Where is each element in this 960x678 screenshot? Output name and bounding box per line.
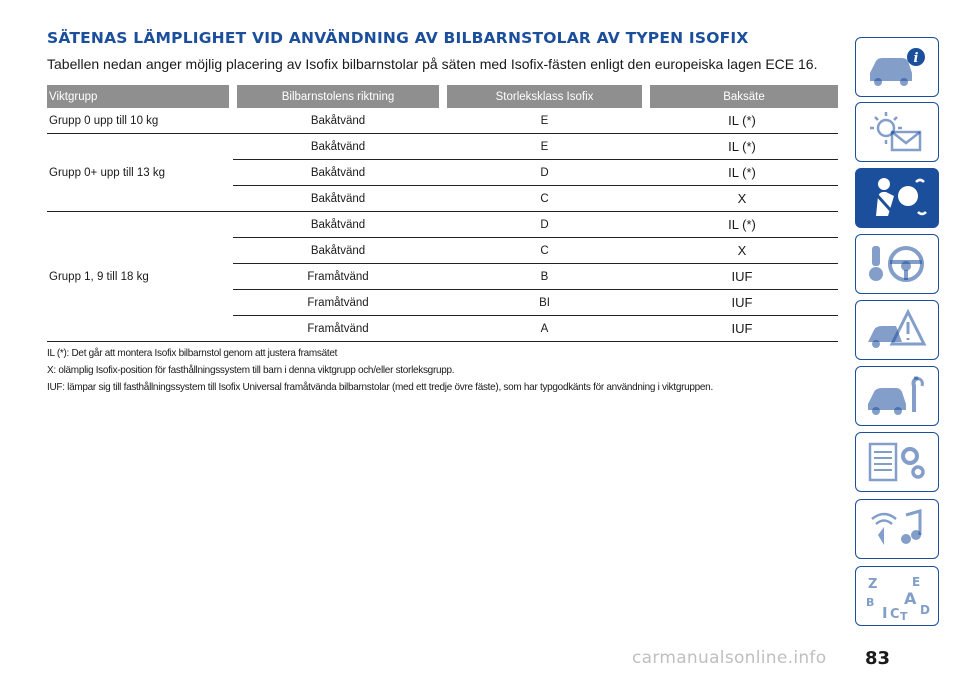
cell-baksate: X bbox=[646, 238, 838, 264]
cell-riktning: Bakåtvänd bbox=[233, 134, 443, 160]
car-info-icon bbox=[862, 43, 932, 91]
table-row bbox=[47, 134, 838, 160]
cell-baksate: X bbox=[646, 186, 838, 212]
cell-baksate: IL (*) bbox=[646, 160, 838, 186]
technical-data-icon bbox=[862, 438, 932, 486]
cell-storleksklass: A bbox=[443, 316, 646, 342]
cell-baksate: IUF bbox=[646, 290, 838, 316]
sidebar-tab-start-drive[interactable] bbox=[855, 234, 939, 294]
cell-storleksklass: C bbox=[443, 238, 646, 264]
breakdown-warning-icon bbox=[862, 306, 932, 354]
cell-storleksklass: E bbox=[443, 134, 646, 160]
cell-riktning: Bakåtvänd bbox=[233, 212, 443, 238]
cell-storleksklass: D bbox=[443, 160, 646, 186]
cell-storleksklass: BI bbox=[443, 290, 646, 316]
cell-riktning: Framåtvänd bbox=[233, 316, 443, 342]
seatbelt-airbag-icon bbox=[862, 174, 932, 222]
svg-text:Z: Z bbox=[868, 577, 878, 592]
cell-viktgrupp: Grupp 1, 9 till 18 kg bbox=[47, 212, 233, 342]
header-viktgrupp: Viktgrupp bbox=[47, 85, 233, 108]
header-riktning: Bilbarnstolens riktning bbox=[233, 85, 443, 108]
sidebar-tab-multimedia[interactable] bbox=[855, 499, 939, 559]
intro-text: Tabellen nedan anger möjlig placering av Isofix bilbarnstolar på säten med Isofix-fästen enligt den europeiska lagen ECE 16. bbox=[47, 56, 818, 72]
sidebar-tab-emergency[interactable] bbox=[855, 300, 939, 360]
cell-storleksklass: B bbox=[443, 264, 646, 290]
cell-riktning: Bakåtvänd bbox=[233, 108, 443, 134]
cell-riktning: Bakåtvänd bbox=[233, 238, 443, 264]
cell-storleksklass: E bbox=[443, 108, 646, 134]
sidebar-tab-warning-lights[interactable] bbox=[855, 102, 939, 162]
note-x: X: olämplig Isofix-position för fasthållningssystem till barn i denna viktgrupp och/eller storleksgrupp. bbox=[47, 364, 455, 376]
sidebar-tab-maintenance[interactable] bbox=[855, 366, 939, 426]
svg-text:E: E bbox=[912, 575, 921, 589]
svg-text:I: I bbox=[882, 604, 888, 620]
cell-baksate: IUF bbox=[646, 316, 838, 342]
cell-baksate: IL (*) bbox=[646, 212, 838, 238]
cell-storleksklass: D bbox=[443, 212, 646, 238]
cell-riktning: Bakåtvänd bbox=[233, 186, 443, 212]
cell-viktgrupp: Grupp 0 upp till 10 kg bbox=[47, 108, 233, 134]
svg-text:T: T bbox=[900, 610, 908, 620]
cell-baksate: IUF bbox=[646, 264, 838, 290]
table-row bbox=[47, 212, 838, 238]
footnotes bbox=[47, 345, 807, 396]
header-storleksklass: Storleksklass Isofix bbox=[443, 85, 646, 108]
cell-riktning: Framåtvänd bbox=[233, 264, 443, 290]
svg-text:D: D bbox=[920, 603, 930, 617]
note-iuf: IUF: lämpar sig till fasthållningssystem till Isofix Universal framåtvända bilbarnstolar (med ett tredje övre fäste), som har typgodkänts för användning i viktgruppen. bbox=[47, 381, 713, 393]
multimedia-icon bbox=[862, 505, 932, 553]
table-row bbox=[47, 108, 838, 134]
sidebar-tab-safety[interactable] bbox=[855, 168, 939, 228]
warning-lights-icon bbox=[862, 108, 932, 156]
sidebar-tab-technical-data[interactable] bbox=[855, 432, 939, 492]
cell-storleksklass: C bbox=[443, 186, 646, 212]
cell-riktning: Bakåtvänd bbox=[233, 160, 443, 186]
cell-baksate: IL (*) bbox=[646, 108, 838, 134]
header-baksate: Baksäte bbox=[646, 85, 838, 108]
isofix-table bbox=[47, 85, 838, 342]
svg-text:B: B bbox=[866, 596, 875, 609]
cell-baksate: IL (*) bbox=[646, 134, 838, 160]
page-title: SÄTENAS LÄMPLIGHET VID ANVÄNDNING AV BILBARNSTOLAR AV TYPEN ISOFIX bbox=[47, 29, 749, 47]
alphabetical-index-icon bbox=[862, 572, 932, 620]
table-header-row bbox=[47, 85, 838, 108]
svg-text:A: A bbox=[904, 589, 917, 608]
page-number: 83 bbox=[865, 648, 891, 669]
cell-riktning: Framåtvänd bbox=[233, 290, 443, 316]
note-il: IL (*): Det går att montera Isofix bilbarnstol genom att justera framsätet bbox=[47, 347, 338, 359]
sidebar-tab-car-info[interactable] bbox=[855, 37, 939, 97]
svg-text:i: i bbox=[913, 51, 919, 66]
svg-text:C: C bbox=[890, 607, 900, 620]
key-steering-wheel-icon bbox=[862, 240, 932, 288]
cell-viktgrupp: Grupp 0+ upp till 13 kg bbox=[47, 134, 233, 212]
watermark: carmanualsonline.info bbox=[632, 648, 827, 668]
sidebar-tab-index[interactable] bbox=[855, 566, 939, 626]
car-maintenance-icon bbox=[862, 372, 932, 420]
